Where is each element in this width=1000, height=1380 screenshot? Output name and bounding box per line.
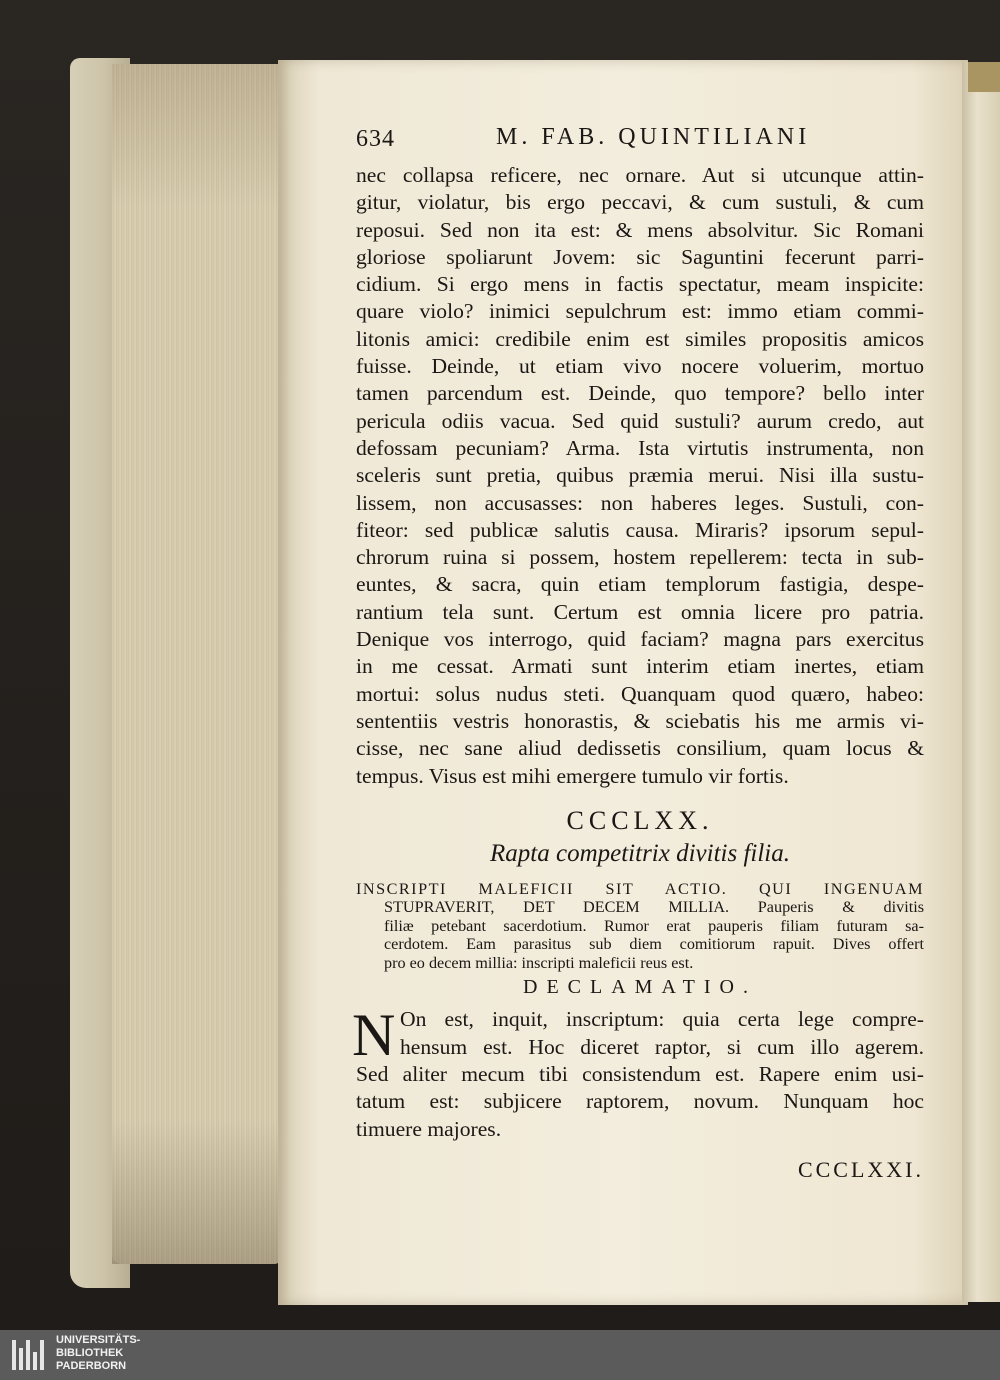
- argument-line: pro eo decem millia: inscripti maleficii reus est.: [384, 953, 694, 972]
- text-line: in me cessat. Armati sunt interim etiam inertes, etiam: [356, 654, 924, 679]
- section-number: CCCLXX.: [566, 805, 714, 835]
- declamatio-text: [352, 1002, 924, 1182]
- text-line: On est, inquit, inscriptum: quia certa lege compre-: [400, 1007, 924, 1032]
- text-line: lissem, non accusasses: non haberes leges. Sustuli, con-: [356, 490, 924, 515]
- text-line: nec collapsa reficere, nec ornare. Aut si utcunque attin-: [356, 163, 924, 187]
- text-line: timuere majores.: [356, 1116, 502, 1141]
- text-line: gitur, violatur, bis ergo peccavi, & cum sustuli, & cum: [356, 190, 924, 215]
- text-line: quare violo? inimici sepulchrum est: immo etiam commi-: [356, 299, 924, 324]
- text-line: gloriose spoliarunt Jovem: sic Saguntini fecerunt parri-: [356, 244, 924, 269]
- text-line: tatum est: subjicere raptorem, novum. Nunquam hoc: [356, 1089, 924, 1114]
- drop-cap: N: [352, 1002, 396, 1069]
- text-line: hensum est. Hoc diceret raptor, si cum illo agerem.: [400, 1034, 924, 1059]
- argument-line: cerdotem. Eam parasitus sub diem comitiorum rapuit. Dives offert: [384, 935, 924, 954]
- text-line: tamen parcendum est. Deinde, quo tempore? bello inter: [356, 381, 924, 406]
- library-name-line: BIBLIOTHEK: [56, 1347, 124, 1359]
- text-line: cisse, nec sane aliud dedissetis consilium, quam locus &: [356, 736, 924, 761]
- body-text: [356, 162, 924, 790]
- page-text-block: [352, 124, 924, 1182]
- text-line: fiteor: sed publicæ salutis causa. Miraris? ipsorum sepul-: [356, 517, 924, 542]
- library-logo-icon: [12, 1340, 46, 1370]
- text-line: chrorum ruina si possem, hostem repellerem: tecta in sub-: [356, 545, 924, 570]
- page-number: 634: [356, 126, 395, 152]
- text-line: pericula odiis vacua. Sed quid sustuli? aurum credo, aut: [356, 408, 924, 433]
- text-line: sceleris sunt pretia, quibus præmia merui. Nisi illa sustu-: [356, 463, 924, 488]
- argument-text: [356, 880, 924, 973]
- library-name-line: UNIVERSITÄTS-: [56, 1334, 141, 1346]
- text-line: reposui. Sed non ita est: & mens absolvitur. Sic Romani: [356, 217, 924, 242]
- text-line: fuisse. Deinde, ut etiam vivo nocere voluerim, mortuo: [356, 354, 924, 379]
- facing-page-edge: [962, 62, 1000, 1302]
- library-name: [56, 1334, 140, 1373]
- running-title: M. FAB. QUINTILIANI: [496, 124, 811, 150]
- text-line: litonis amici: credibile enim est similes propositis amicos: [356, 326, 924, 351]
- text-line: mortui: solus nudus steti. Quanquam quod quæro, habeo:: [356, 681, 924, 706]
- running-head: [356, 124, 924, 162]
- section-title: Rapta competitrix divitis filia.: [490, 839, 790, 867]
- argument-line: INSCRIPTI MALEFICII SIT ACTIO. QUI INGENUAM: [356, 879, 924, 898]
- catchword: CCCLXXI.: [797, 1156, 924, 1182]
- text-line: defossam pecuniam? Arma. Ista virtutis instrumenta, non: [356, 435, 924, 460]
- text-line: Denique vos interrogo, quid faciam? magna pars exercitus: [356, 627, 924, 652]
- text-line: sententiis vestris honorastis, & sciebatis his me armis vi-: [356, 708, 924, 733]
- text-line: Sed aliter mecum tibi consistendum est. Rapere enim usi-: [356, 1061, 924, 1086]
- text-line: cidium. Si ergo mens in factis spectatur, meam inspicite:: [356, 272, 924, 297]
- page-block-edges: [112, 64, 282, 1264]
- library-footer: [0, 1330, 1000, 1380]
- argument-line: filiæ petebant sacerdotium. Rumor erat pauperis filiam futuram sa-: [384, 916, 924, 935]
- declamatio-heading: DECLAMATIO.: [523, 976, 757, 999]
- argument-line: STUPRAVERIT, DET DECEM MILLIA. Pauperis & divitis: [384, 898, 924, 917]
- text-line: rantium tela sunt. Certum est omnia licere pro patria.: [356, 599, 924, 624]
- text-line: euntes, & sacra, quin etiam templorum fastigia, despe-: [356, 572, 924, 597]
- library-name-line: PADERBORN: [56, 1360, 127, 1372]
- text-line: tempus. Visus est mihi emergere tumulo vir fortis.: [356, 763, 789, 788]
